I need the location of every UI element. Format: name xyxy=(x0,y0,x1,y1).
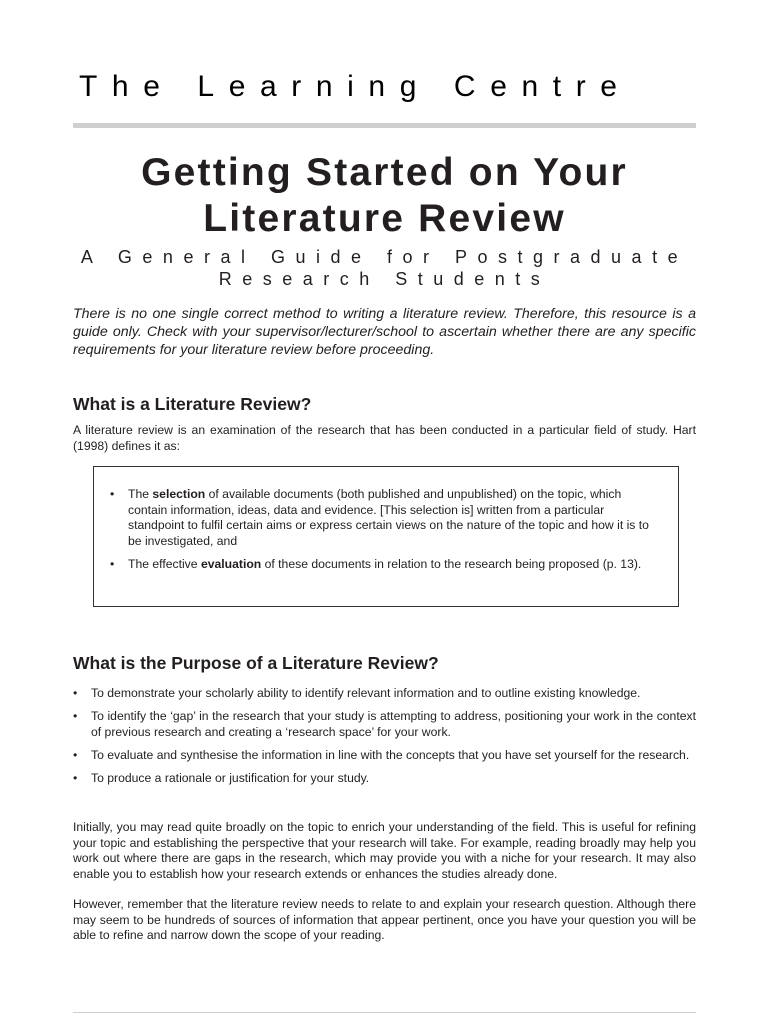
section-heading-literature-review: What is a Literature Review? xyxy=(73,394,312,414)
quote-item-text-after: of available documents (both published and unpublished) on the topic, which contain information, ideas, data and evidence. [This selection is] written from a particular standpoint to fulfil certain aims or express certain views on the nature of the topic and how it is to be investigated, and xyxy=(128,487,649,548)
document-title xyxy=(73,150,696,242)
document-title-line2: Literature Review xyxy=(203,197,566,240)
bullet-icon: • xyxy=(110,557,115,572)
quote-item-bold: selection xyxy=(152,487,206,501)
list-item xyxy=(73,709,696,740)
section-heading-purpose: What is the Purpose of a Literature Review? xyxy=(73,653,439,673)
quote-box xyxy=(93,466,679,607)
list-item xyxy=(73,771,696,787)
list-item xyxy=(73,748,696,764)
section1-paragraph: A literature review is an examination of the research that has been conducted in a particular field of study. Hart (1998) defines it as: xyxy=(73,423,696,453)
section2-paragraph-2: However, remember that the literature review needs to relate to and explain your research question. Although there may seem to be hundreds of sources of information that appear pertinent, once you have your question you will be able to refine and narrow down the scope of your reading. xyxy=(73,897,696,943)
bullet-icon: • xyxy=(73,709,78,724)
bullet-icon: • xyxy=(73,771,78,786)
footer-divider xyxy=(73,1012,696,1013)
header-title: The Learning Centre xyxy=(79,70,632,103)
quote-item-text-before: The xyxy=(128,487,153,501)
quote-list xyxy=(94,487,662,581)
quote-item-bold: evaluation xyxy=(200,557,262,572)
list-item-text: To identify the ‘gap’ in the research that your study is attempting to address, positioning your work in the context of previous research and creating a ‘research space’ for your work. xyxy=(91,709,696,739)
section2-paragraph-1: Initially, you may read quite broadly on the topic to enrich your understanding of the field. This is useful for refining your topic and establishing the perspective that your research will take. For example, reading broadly may help you work out where there are gaps in the research, which may provide you with a niche for your research. It may also enable you to establish how your research extends or enhances the studies already done. xyxy=(73,820,696,881)
document-subtitle-line2: Research Students xyxy=(218,269,551,289)
header-divider xyxy=(73,123,696,128)
purpose-list xyxy=(73,686,696,794)
document-subtitle-line1: A General Guide for Postgraduate xyxy=(80,247,689,267)
intro-paragraph: There is no one single correct method to writing a literature review. Therefore, this resource is a guide only. Check with your supervisor/lecturer/school to ascertain whether there are any specific requirements for your literature review before proceeding. xyxy=(73,306,696,358)
quote-item xyxy=(94,487,662,549)
bullet-icon: • xyxy=(73,686,78,700)
bullet-icon: • xyxy=(110,487,115,501)
list-item-text: To produce a rationale or justification for your study. xyxy=(91,771,370,786)
quote-item-text-before: The effective xyxy=(128,557,201,572)
list-item xyxy=(73,686,696,702)
bullet-icon: • xyxy=(73,747,78,762)
quote-item xyxy=(94,557,662,573)
document-title-line1: Getting Started on Your xyxy=(141,151,628,194)
document-subtitle xyxy=(73,246,696,290)
list-item-text: To demonstrate your scholarly ability to identify relevant information and to outline existing knowledge. xyxy=(91,686,641,700)
quote-item-text-after: of these documents in relation to the research being proposed (p. 13). xyxy=(261,557,642,572)
list-item-text: To evaluate and synthesise the information in line with the concepts that you have set yourself for the research. xyxy=(91,747,690,762)
